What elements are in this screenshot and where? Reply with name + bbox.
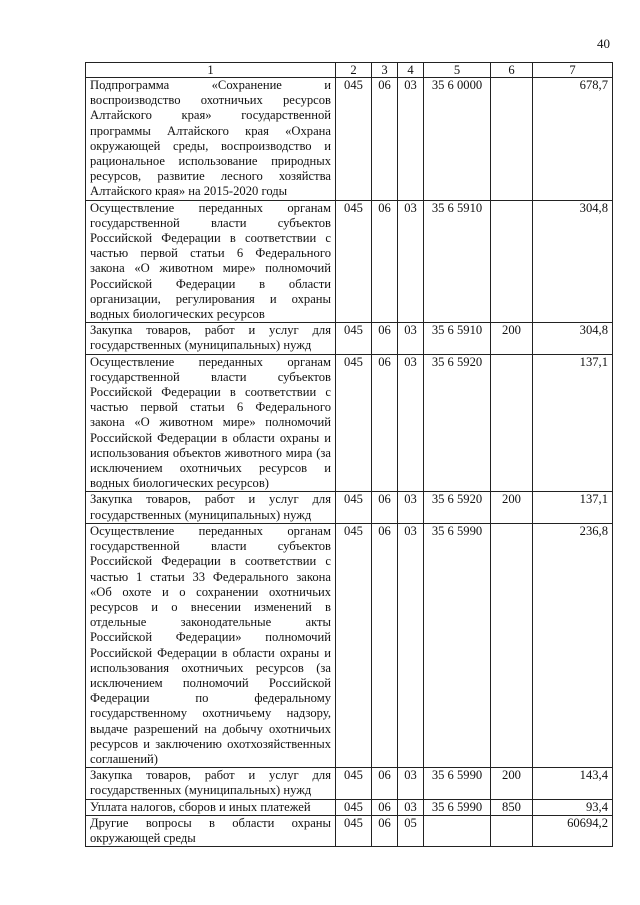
- ministry-code: 045: [336, 354, 372, 492]
- page-number: 40: [597, 36, 610, 51]
- table-row: [86, 492, 613, 523]
- section-code: 06: [372, 799, 398, 815]
- target-article-code: 35 6 5910: [424, 323, 491, 354]
- header-cell: 1: [86, 63, 336, 78]
- amount: 236,8: [533, 523, 613, 767]
- table-row: [86, 78, 613, 201]
- ministry-code: 045: [336, 200, 372, 323]
- ministry-code: 045: [336, 492, 372, 523]
- subsection-code: 03: [398, 78, 424, 201]
- row-name: Закупка товаров, работ и услуг для государственных (муниципальных) нужд: [86, 768, 336, 799]
- table-row: [86, 799, 613, 815]
- ministry-code: 045: [336, 815, 372, 846]
- subsection-code: 05: [398, 815, 424, 846]
- section-code: 06: [372, 523, 398, 767]
- subsection-code: 03: [398, 768, 424, 799]
- target-article-code: 35 6 5920: [424, 354, 491, 492]
- target-article-code: 35 6 5990: [424, 523, 491, 767]
- subsection-code: 03: [398, 799, 424, 815]
- expense-type-code: 200: [491, 768, 533, 799]
- ministry-code: 045: [336, 78, 372, 201]
- table-row: [86, 523, 613, 767]
- row-name: Подпрограмма «Сохранение и воспроизводство охотничьих ресурсов Алтайского края» государственной программы Алтайского края «Охрана окружающей среды, воспроизводство и рациональное использование природных ресурсов, развитие лесного хозяйства Алтайского края» на 2015-2020 годы: [86, 78, 336, 201]
- row-name: Осуществление переданных органам государственной власти субъектов Российской Федерации в соответствии с частью 1 статьи 33 Федерального закона «Об охоте и о сохранении охотничьих ресурсов и о внесении изменений в отдельные законодательные акты Российской Федерации» полномочий Российской Федерации в области охраны и использования охотничьих ресурсов (за исключением полномочий Российской Федерации по федеральному государственному охотничьему надзору, выдаче разрешений на добычу охотничьих ресурсов и заключению охотхозяйственных соглашений): [86, 523, 336, 767]
- target-article-code: 35 6 0000: [424, 78, 491, 201]
- amount: 93,4: [533, 799, 613, 815]
- target-article-code: 35 6 5920: [424, 492, 491, 523]
- expense-type-code: [491, 200, 533, 323]
- header-cell: 7: [533, 63, 613, 78]
- table-row: [86, 815, 613, 846]
- header-cell: 2: [336, 63, 372, 78]
- row-name: Осуществление переданных органам государственной власти субъектов Российской Федерации в соответствии с частью первой статьи 6 Федерального закона «О животном мире» полномочий Российской Федерации в области охраны и использования объектов животного мира (за исключением охотничьих ресурсов и водных биологических ресурсов): [86, 354, 336, 492]
- subsection-code: 03: [398, 523, 424, 767]
- row-name: Уплата налогов, сборов и иных платежей: [86, 799, 336, 815]
- expense-type-code: 850: [491, 799, 533, 815]
- header-cell: 3: [372, 63, 398, 78]
- expense-type-code: 200: [491, 323, 533, 354]
- target-article-code: [424, 815, 491, 846]
- expense-type-code: [491, 815, 533, 846]
- table-row: [86, 768, 613, 799]
- amount: 304,8: [533, 200, 613, 323]
- row-name: Осуществление переданных органам государственной власти субъектов Российской Федерации в соответствии с частью первой статьи 6 Федерального закона «О животном мире» полномочий Российской Федерации в области организации, регулирования и охраны водных биологических ресурсов: [86, 200, 336, 323]
- section-code: 06: [372, 323, 398, 354]
- ministry-code: 045: [336, 323, 372, 354]
- amount: 137,1: [533, 354, 613, 492]
- ministry-code: 045: [336, 799, 372, 815]
- header-cell: 4: [398, 63, 424, 78]
- amount: 137,1: [533, 492, 613, 523]
- header-cell: 5: [424, 63, 491, 78]
- row-name: Другие вопросы в области охраны окружающей среды: [86, 815, 336, 846]
- header-row: [86, 63, 613, 78]
- target-article-code: 35 6 5990: [424, 768, 491, 799]
- target-article-code: 35 6 5910: [424, 200, 491, 323]
- subsection-code: 03: [398, 200, 424, 323]
- table-row: [86, 200, 613, 323]
- target-article-code: 35 6 5990: [424, 799, 491, 815]
- section-code: 06: [372, 78, 398, 201]
- amount: 143,4: [533, 768, 613, 799]
- row-name: Закупка товаров, работ и услуг для государственных (муниципальных) нужд: [86, 492, 336, 523]
- row-name: Закупка товаров, работ и услуг для государственных (муниципальных) нужд: [86, 323, 336, 354]
- section-code: 06: [372, 768, 398, 799]
- amount: 304,8: [533, 323, 613, 354]
- section-code: 06: [372, 492, 398, 523]
- expense-type-code: [491, 523, 533, 767]
- table-row: [86, 354, 613, 492]
- table-row: [86, 323, 613, 354]
- expense-type-code: [491, 354, 533, 492]
- ministry-code: 045: [336, 768, 372, 799]
- subsection-code: 03: [398, 323, 424, 354]
- amount: 60694,2: [533, 815, 613, 846]
- budget-table: [85, 62, 613, 847]
- section-code: 06: [372, 200, 398, 323]
- subsection-code: 03: [398, 492, 424, 523]
- expense-type-code: [491, 78, 533, 201]
- section-code: 06: [372, 815, 398, 846]
- ministry-code: 045: [336, 523, 372, 767]
- expense-type-code: 200: [491, 492, 533, 523]
- amount: 678,7: [533, 78, 613, 201]
- subsection-code: 03: [398, 354, 424, 492]
- header-cell: 6: [491, 63, 533, 78]
- section-code: 06: [372, 354, 398, 492]
